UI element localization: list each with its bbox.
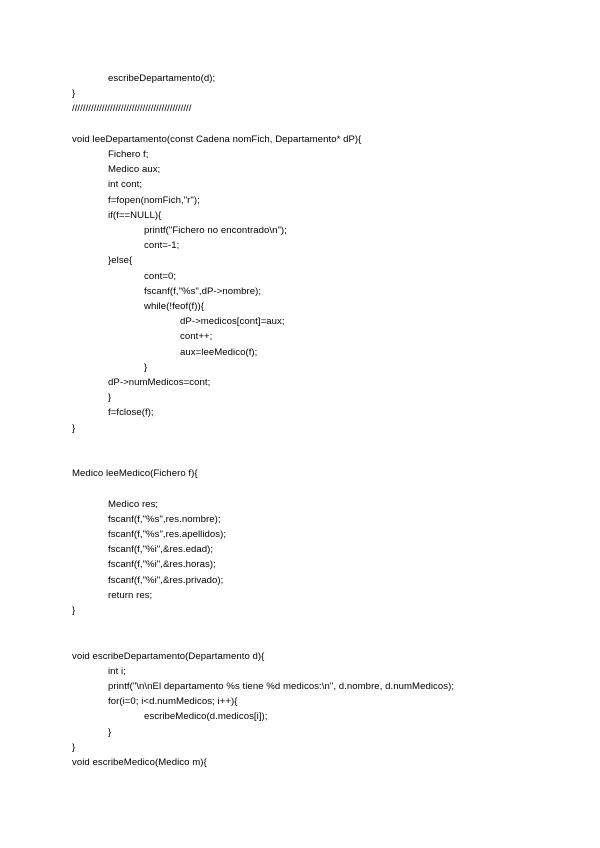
code-line: } <box>72 741 76 753</box>
code-line: fscanf(f,"%s",dP->nombre); <box>144 285 262 297</box>
code-line: fscanf(f,"%i",&res.edad); <box>108 544 214 556</box>
code-line: }else{ <box>108 255 133 267</box>
code-line: int cont; <box>108 179 143 191</box>
code-line: Fichero f; <box>108 149 149 160</box>
code-line: cont=0; <box>144 270 177 282</box>
code-line: aux=leeMedico(f); <box>180 346 258 358</box>
code-line: Medico leeMedico(Fichero f){ <box>72 468 198 480</box>
code-line: } <box>108 392 112 404</box>
code-line: escribeDepartamento(d); <box>108 73 216 84</box>
code-line: } <box>72 422 76 434</box>
code-line: cont=-1; <box>144 240 180 252</box>
code-line: fscanf(f,"%i",&res.horas); <box>108 559 216 571</box>
code-line: f=fopen(nomFich,"r"); <box>108 194 200 206</box>
code-line: for(i=0; i<d.numMedicos; i++){ <box>108 696 238 708</box>
code-line: void escribeDepartamento(Departamento d){ <box>72 650 265 662</box>
code-line: dP->medicos[cont]=aux; <box>180 316 285 328</box>
code-line: cont++; <box>180 331 213 343</box>
code-line: } <box>108 726 112 738</box>
code-line: //////////////////////////////////////////// <box>72 103 192 115</box>
code-line: Medico aux; <box>108 164 161 176</box>
code-line: fscanf(f,"%i",&res.privado); <box>108 574 224 586</box>
code-line: f=fclose(f); <box>108 407 154 419</box>
code-line: printf("\n\nEl departamento %s tiene %d medicos:\n", d.nombre, d.numMedicos); <box>108 681 455 692</box>
code-line: return res; <box>108 589 153 601</box>
code-line: printf("Fichero no encontrado\n"); <box>144 225 287 236</box>
code-line: void leeDepartamento(const Cadena nomFich, Departamento* dP){ <box>72 133 362 145</box>
code-line: int i; <box>108 665 126 677</box>
code-line: Medico res; <box>108 498 159 510</box>
code-line: } <box>72 605 76 616</box>
code-line: fscanf(f,"%s",res.nombre); <box>108 513 221 525</box>
code-line: } <box>144 361 148 373</box>
code-line: fscanf(f,"%s",res.apellidos); <box>108 529 227 540</box>
code-line: } <box>72 88 76 100</box>
code-line: if(f==NULL){ <box>108 209 162 221</box>
code-line: dP->numMedicos=cont; <box>108 377 211 388</box>
code-line: while(!feof(f)){ <box>144 301 204 312</box>
code-line: void escribeMedico(Medico m){ <box>72 757 207 768</box>
code-line: escribeMedico(d.medicos[i]); <box>144 711 268 723</box>
